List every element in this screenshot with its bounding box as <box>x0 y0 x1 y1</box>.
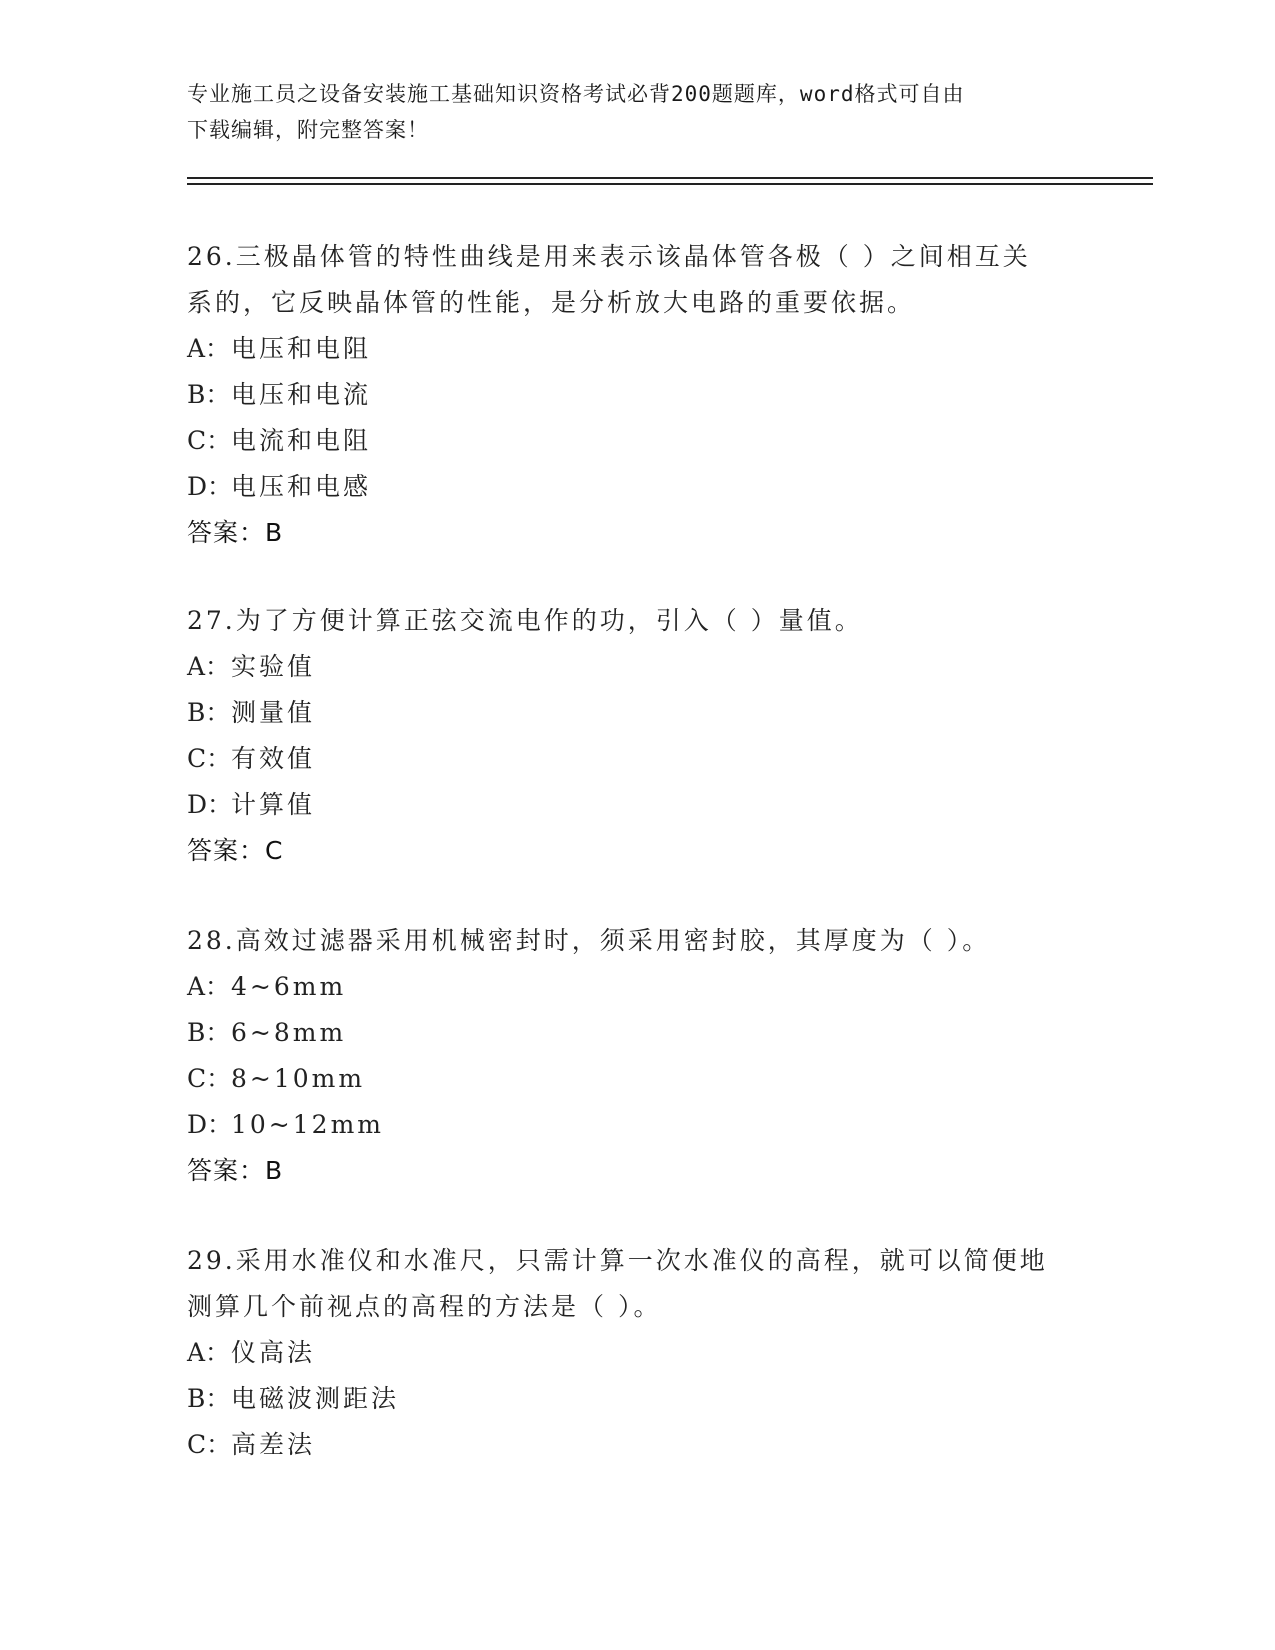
option-c <box>187 1422 1087 1468</box>
answer-line: 答案：C <box>187 836 284 865</box>
option-b <box>187 1010 1087 1056</box>
header-title-line-1: 专业施工员之设备安装施工基础知识资格考试必背200题题库，word格式可自由 <box>187 82 965 106</box>
option-text: 8~10mm <box>231 1064 366 1093</box>
option-text: 有效值 <box>231 744 316 773</box>
option-key: A： <box>187 1338 231 1367</box>
option-text: 4~6mm <box>231 972 347 1001</box>
option-text: 电压和电流 <box>231 380 372 409</box>
option-c <box>187 1056 1087 1102</box>
option-key: A： <box>187 972 231 1001</box>
option-key: D： <box>187 790 233 819</box>
question-stem <box>187 598 1087 644</box>
question-stem-line-1: 27.为了方便计算正弦交流电作的功，引入（ ）量值。 <box>187 606 863 635</box>
option-b <box>187 372 1087 418</box>
option-d <box>187 464 1087 510</box>
option-key: D： <box>187 472 233 501</box>
question-26 <box>187 234 1087 556</box>
option-key: B： <box>187 1384 231 1413</box>
document-header <box>187 76 1087 148</box>
question-stem <box>187 234 1087 326</box>
option-key: A： <box>187 652 231 681</box>
option-b <box>187 1376 1087 1422</box>
option-text: 高差法 <box>231 1430 316 1459</box>
question-28 <box>187 918 1087 1194</box>
header-divider-top <box>187 177 1153 179</box>
question-stem-line-1: 26.三极晶体管的特性曲线是用来表示该晶体管各极（ ）之间相互关 <box>187 242 1031 271</box>
option-text: 电流和电阻 <box>231 426 372 455</box>
option-a <box>187 1330 1087 1376</box>
question-stem <box>187 1238 1087 1330</box>
question-stem-line-1: 29.采用水准仪和水准尺，只需计算一次水准仪的高程，就可以简便地 <box>187 1246 1048 1275</box>
option-c <box>187 736 1087 782</box>
answer-line: 答案：B <box>187 1156 284 1185</box>
option-key: B： <box>187 380 231 409</box>
option-key: A： <box>187 334 231 363</box>
option-key: C： <box>187 1430 232 1459</box>
option-key: C： <box>187 426 232 455</box>
option-key: B： <box>187 1018 231 1047</box>
option-key: C： <box>187 744 232 773</box>
answer-line: 答案：B <box>187 518 284 547</box>
question-stem-line-1: 28.高效过滤器采用机械密封时，须采用密封胶，其厚度为（ ）。 <box>187 926 991 955</box>
option-text: 电压和电阻 <box>231 334 372 363</box>
option-c <box>187 418 1087 464</box>
option-text: 6~8mm <box>231 1018 347 1047</box>
header-title-line-2: 下载编辑，附完整答案！ <box>187 118 429 142</box>
option-d <box>187 782 1087 828</box>
option-a <box>187 964 1087 1010</box>
option-key: B： <box>187 698 231 727</box>
question-27 <box>187 598 1087 874</box>
option-text: 仪高法 <box>231 1338 316 1367</box>
option-key: D： <box>187 1110 233 1139</box>
option-text: 测量值 <box>231 698 316 727</box>
option-text: 计算值 <box>231 790 316 819</box>
option-text: 电压和电感 <box>231 472 372 501</box>
option-text: 电磁波测距法 <box>231 1384 400 1413</box>
option-a <box>187 326 1087 372</box>
option-text: 实验值 <box>231 652 316 681</box>
question-stem <box>187 918 1087 964</box>
option-key: C： <box>187 1064 232 1093</box>
option-text: 10~12mm <box>231 1110 384 1139</box>
option-d <box>187 1102 1087 1148</box>
question-29 <box>187 1238 1087 1468</box>
option-b <box>187 690 1087 736</box>
option-a <box>187 644 1087 690</box>
question-stem-line-2: 测算几个前视点的高程的方法是（ ）。 <box>187 1292 662 1321</box>
header-divider-bottom <box>187 183 1153 185</box>
question-stem-line-2: 系的，它反映晶体管的性能，是分析放大电路的重要依据。 <box>187 288 916 317</box>
